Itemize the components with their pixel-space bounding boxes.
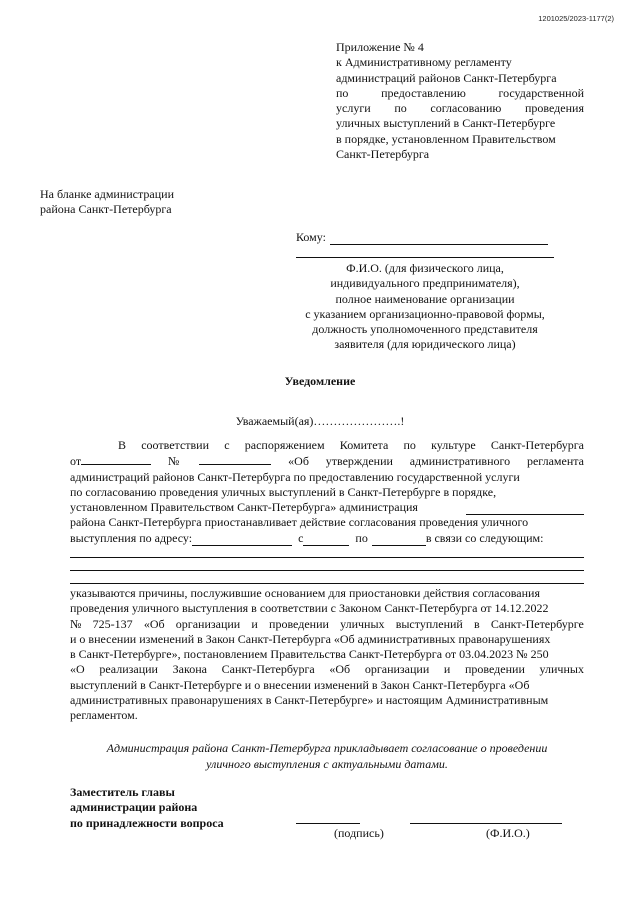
word: выступлений <box>395 616 463 631</box>
word: распоряжением <box>244 438 325 452</box>
body-line <box>70 515 584 530</box>
body-line <box>70 438 584 453</box>
reason-text-line <box>70 586 584 601</box>
signer-line: Заместитель главы <box>70 785 175 799</box>
word: «Об <box>329 662 351 677</box>
document-title: Уведомление <box>284 374 356 388</box>
reason-line[interactable] <box>70 557 584 558</box>
document-number: 1201025/2023-1177(2) <box>538 14 614 23</box>
word: «Об <box>143 616 165 631</box>
word: государственной <box>498 85 584 100</box>
letterhead-line: На бланке администрации <box>40 187 174 201</box>
text: по <box>355 530 368 545</box>
reason-text-line <box>70 708 584 723</box>
reason-text-line <box>70 662 584 677</box>
word: проведении <box>465 662 525 677</box>
description-line: Ф.И.О. (для физического лица, <box>346 261 504 275</box>
reason-text-line <box>70 601 584 616</box>
appendix-line: уличных выступлений в Санкт-Петербурге <box>336 116 556 131</box>
recipient-second-line <box>296 257 554 258</box>
word: в <box>474 616 480 631</box>
signer-line: администрации района <box>70 800 198 815</box>
word: регламента <box>526 454 584 469</box>
signature-label: (подпись) <box>334 826 384 840</box>
word: организации <box>175 616 241 631</box>
word: Закона <box>172 662 207 677</box>
word: утверждении <box>325 454 393 469</box>
description-line: с указанием организационно-правовой формы, <box>305 306 545 321</box>
body-line <box>70 500 584 515</box>
word: и <box>251 616 258 631</box>
signer-line: по принадлежности вопроса <box>70 815 224 830</box>
letterhead-line: района Санкт-Петербурга <box>40 202 172 216</box>
word: организации <box>364 662 430 677</box>
word: по <box>336 85 349 100</box>
text: с <box>298 530 304 545</box>
word: Санкт-Петербурга <box>221 662 315 677</box>
text: администраций районов Санкт-Петербурга по предоставлению государственной услуги <box>70 469 520 484</box>
reason-line[interactable] <box>70 583 584 584</box>
administration-blank[interactable] <box>466 503 584 515</box>
appendix-line: Приложение № 4 <box>336 40 424 54</box>
description-line: полное наименование организации <box>335 291 515 306</box>
name-line[interactable] <box>410 823 562 824</box>
word: согласованию <box>430 101 502 116</box>
word: Санкт-Петербурга <box>490 438 584 452</box>
appendix-header <box>336 40 584 162</box>
text: выступления по адресу: <box>70 530 193 545</box>
word: «О <box>70 662 85 677</box>
date-field: от <box>70 453 151 469</box>
body-paragraph <box>70 438 584 546</box>
text: указываются причины, послужившие основанием для приостановки действия согласования <box>70 586 540 600</box>
from-date-blank[interactable] <box>303 534 349 546</box>
text: и о внесении изменений в Закон Санкт-Петербурга «Об административных правонарушениях <box>70 631 551 646</box>
number-blank[interactable] <box>199 453 271 465</box>
description-line: заявителя (для юридического лица) <box>334 337 516 352</box>
name-label: (Ф.И.О.) <box>486 826 530 840</box>
signature-line[interactable] <box>296 823 360 824</box>
reason-text-line <box>70 678 584 693</box>
number-field: № <box>168 453 271 469</box>
recipient-description <box>296 261 554 353</box>
appendix-line <box>336 86 584 101</box>
word: уличных <box>539 662 584 677</box>
appendix-line: к Административному регламенту <box>336 55 512 70</box>
word: культуре <box>431 438 476 452</box>
word: предоставлению <box>381 85 466 100</box>
word: реализации <box>99 662 158 677</box>
word: проведении <box>269 616 329 631</box>
reason-text-line <box>70 647 584 662</box>
body-line <box>70 453 584 469</box>
word: услуги <box>336 101 371 116</box>
description-line: индивидуального предпринимателя), <box>330 276 520 291</box>
date-blank[interactable] <box>81 453 151 465</box>
signer-title <box>70 785 224 831</box>
body-line <box>70 485 584 500</box>
to-date-blank[interactable] <box>372 534 426 546</box>
text: регламентом. <box>70 708 138 723</box>
note-line: уличного выступления с актуальными датами. <box>206 757 448 771</box>
text: в связи со следующим: <box>425 530 544 545</box>
reasons-paragraph <box>70 586 584 724</box>
reason-line[interactable] <box>70 570 584 571</box>
text: проведения уличного выступления в соответствии с Законом Санкт-Петербурга от 14.12.2022 <box>70 601 549 616</box>
word: уличных <box>340 616 385 631</box>
word: В <box>118 438 127 452</box>
word: Комитета <box>339 438 389 452</box>
body-line <box>70 531 584 546</box>
text: по согласованию проведения уличных выступлений в Санкт-Петербурге в порядке, <box>70 484 497 499</box>
description-line: должность уполномоченного представителя <box>312 322 538 337</box>
appendix-line <box>336 101 584 116</box>
word: по <box>403 438 416 452</box>
text: района Санкт-Петербурга приостанавливает действие согласования проведения уличного <box>70 515 529 530</box>
reason-text-line <box>70 617 584 632</box>
word: № <box>70 616 82 631</box>
word: Санкт-Петербурге <box>490 616 584 631</box>
note-line: Администрация района Санкт-Петербурга прикладывает согласование о проведении <box>106 741 548 755</box>
reason-text-line <box>70 632 584 647</box>
word: 725-137 <box>92 616 133 631</box>
word: по <box>394 101 407 116</box>
recipient-input-line[interactable] <box>330 232 548 245</box>
italic-note <box>70 740 584 772</box>
recipient-label: Кому: <box>296 230 326 244</box>
appendix-line: в порядке, установленном Правительством <box>336 131 556 146</box>
reason-text-line <box>70 693 584 708</box>
word: и <box>443 662 451 677</box>
word: административного <box>409 454 511 469</box>
text: установленном Правительством Санкт-Петербурга» администрация <box>70 500 418 515</box>
body-line <box>70 470 584 485</box>
address-blank[interactable] <box>192 534 292 546</box>
text: административных правонарушениях в Санкт-Петербурге» и настоящим Административным <box>70 693 549 708</box>
recipient-field <box>296 230 548 245</box>
text: выступлений в Санкт-Петербурге и о внесении изменений в Закон Санкт-Петербурга «Об <box>70 677 530 692</box>
text: в Санкт-Петербурге», постановлением Правительства Санкт-Петербурга от 03.04.2023 № 250 <box>70 647 549 662</box>
letterhead-note <box>40 187 174 217</box>
word: с <box>224 438 230 452</box>
appendix-line: Санкт-Петербурга <box>336 147 430 162</box>
greeting: Уважаемый(ая)………………….! <box>235 414 405 428</box>
word: проведения <box>524 101 584 116</box>
word: соответствии <box>141 438 210 452</box>
appendix-line: администраций районов Санкт-Петербурга <box>336 70 557 85</box>
word: «Об <box>288 454 309 469</box>
